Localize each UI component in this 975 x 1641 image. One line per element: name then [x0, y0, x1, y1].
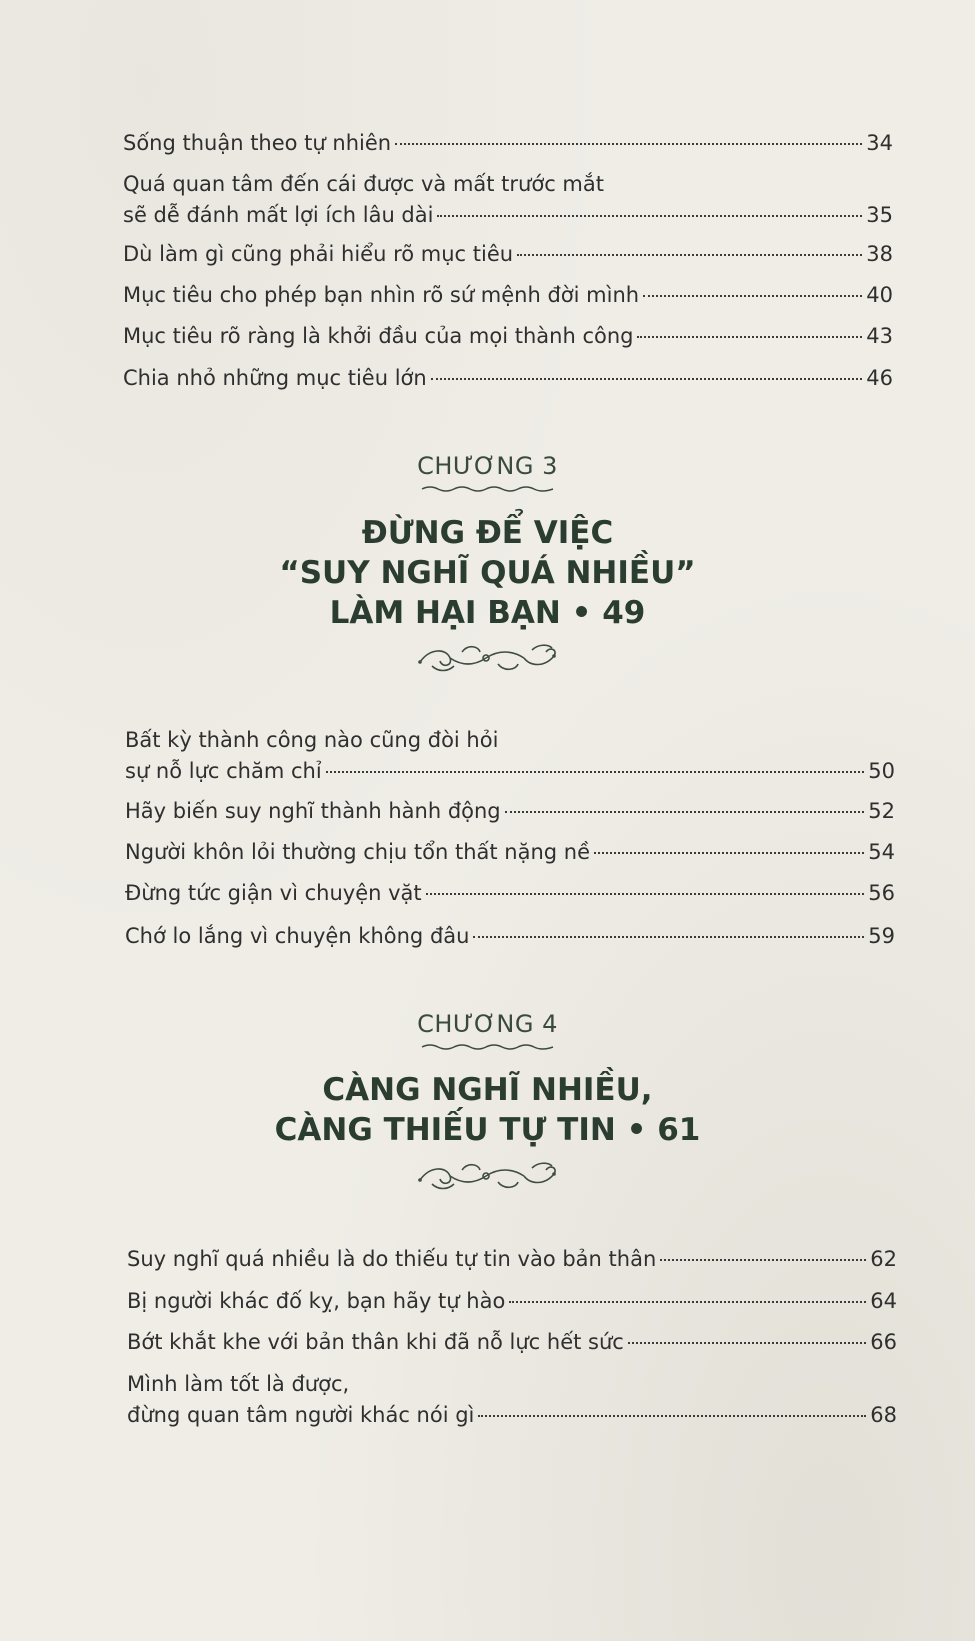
chapter-label-underline — [420, 1042, 555, 1052]
toc-entry — [123, 169, 893, 231]
entry-page-number: 68 — [870, 1403, 897, 1427]
chapter-label — [0, 452, 975, 480]
entry-page-number: 66 — [870, 1330, 897, 1354]
dot-leader — [505, 811, 865, 813]
toc-entry — [123, 363, 893, 394]
chapter-title-line: “SUY NGHĨ QUÁ NHIỀU” — [279, 555, 696, 591]
entry-page-number: 62 — [870, 1247, 897, 1271]
chapter-label — [0, 1010, 975, 1038]
entry-page-number: 54 — [868, 840, 895, 864]
entry-page-number: 52 — [868, 799, 895, 823]
entry-page-number: 43 — [866, 324, 893, 348]
dot-leader — [509, 1301, 866, 1303]
entry-page-number: 34 — [866, 131, 893, 155]
entry-title: Người khôn lỏi thường chịu tổn thất nặng nề — [125, 840, 591, 864]
entry-title-cont: sẽ dễ đánh mất lợi ích lâu dài — [123, 203, 434, 227]
toc-entry — [125, 921, 895, 952]
dot-leader — [326, 771, 865, 773]
dot-leader — [517, 254, 862, 256]
toc-entry — [123, 280, 893, 311]
dot-leader — [643, 295, 862, 297]
entry-page-number: 50 — [868, 759, 895, 783]
chapter-title-line: CÀNG THIẾU TỰ TIN • 61 — [274, 1112, 701, 1148]
toc-entry — [125, 878, 895, 909]
toc-entry — [127, 1327, 897, 1358]
dot-leader — [660, 1259, 866, 1261]
scroll-flourish-icon — [412, 1158, 562, 1194]
toc-entry — [127, 1369, 897, 1431]
entry-page-number: 40 — [866, 283, 893, 307]
entry-page-number: 46 — [866, 366, 893, 390]
chapter-title-line: CÀNG NGHĨ NHIỀU, — [322, 1072, 653, 1108]
entry-title: Mục tiêu rõ ràng là khởi đầu của mọi thành công — [123, 324, 634, 348]
chapter-label-text: CHƯƠNG 4 — [417, 1010, 558, 1038]
entry-title-cont: sự nỗ lực chăm chỉ — [125, 759, 322, 783]
dot-leader — [473, 936, 864, 938]
entry-title: Sống thuận theo tự nhiên — [123, 131, 392, 155]
entry-title: Bớt khắt khe với bản thân khi đã nỗ lực hết sức — [127, 1330, 624, 1354]
entry-page-number: 38 — [866, 242, 893, 266]
chapter-title-line: ĐỪNG ĐỂ VIỆC — [361, 515, 614, 551]
entry-page-number: 59 — [868, 924, 895, 948]
entry-title: Dù làm gì cũng phải hiểu rõ mục tiêu — [123, 242, 514, 266]
entry-title-cont: đừng quan tâm người khác nói gì — [127, 1403, 475, 1427]
toc-entry — [125, 725, 895, 787]
dot-leader — [628, 1342, 866, 1344]
toc-entry — [125, 796, 895, 827]
entry-title: Chia nhỏ những mục tiêu lớn — [123, 366, 427, 390]
entry-title: Chớ lo lắng vì chuyện không đâu — [125, 924, 470, 948]
entry-title: Bị người khác đố kỵ, bạn hãy tự hào — [127, 1289, 506, 1313]
entry-title: Suy nghĩ quá nhiều là do thiếu tự tin vào bản thân — [127, 1247, 657, 1271]
entry-title: Đừng tức giận vì chuyện vặt — [125, 881, 422, 905]
entry-page-number: 35 — [866, 203, 893, 227]
entry-title: Bất kỳ thành công nào cũng đòi hỏi — [125, 728, 499, 752]
toc-entry — [123, 239, 893, 270]
chapter-title — [0, 1070, 975, 1150]
chapter-title — [0, 513, 975, 633]
dot-leader — [478, 1415, 866, 1417]
entry-title: Mục tiêu cho phép bạn nhìn rõ sứ mệnh đời mình — [123, 283, 640, 307]
toc-entry — [127, 1286, 897, 1317]
dot-leader — [395, 143, 862, 145]
chapter-label-text: CHƯƠNG 3 — [417, 452, 558, 480]
dot-leader — [437, 215, 862, 217]
dot-leader — [431, 378, 863, 380]
dot-leader — [594, 852, 864, 854]
toc-entry — [123, 128, 893, 159]
entry-title: Quá quan tâm đến cái được và mất trước mắt — [123, 172, 604, 196]
toc-entry — [127, 1244, 897, 1275]
toc-entry — [125, 837, 895, 868]
entry-title: Hãy biến suy nghĩ thành hành động — [125, 799, 501, 823]
chapter-label-underline — [420, 484, 555, 494]
entry-title: Mình làm tốt là được, — [127, 1372, 350, 1396]
entry-page-number: 64 — [870, 1289, 897, 1313]
entry-page-number: 56 — [868, 881, 895, 905]
toc-entry — [123, 321, 893, 352]
dot-leader — [426, 893, 865, 895]
chapter-title-line: LÀM HẠI BẠN • 49 — [329, 595, 646, 631]
dot-leader — [637, 336, 862, 338]
scroll-flourish-icon — [412, 640, 562, 676]
